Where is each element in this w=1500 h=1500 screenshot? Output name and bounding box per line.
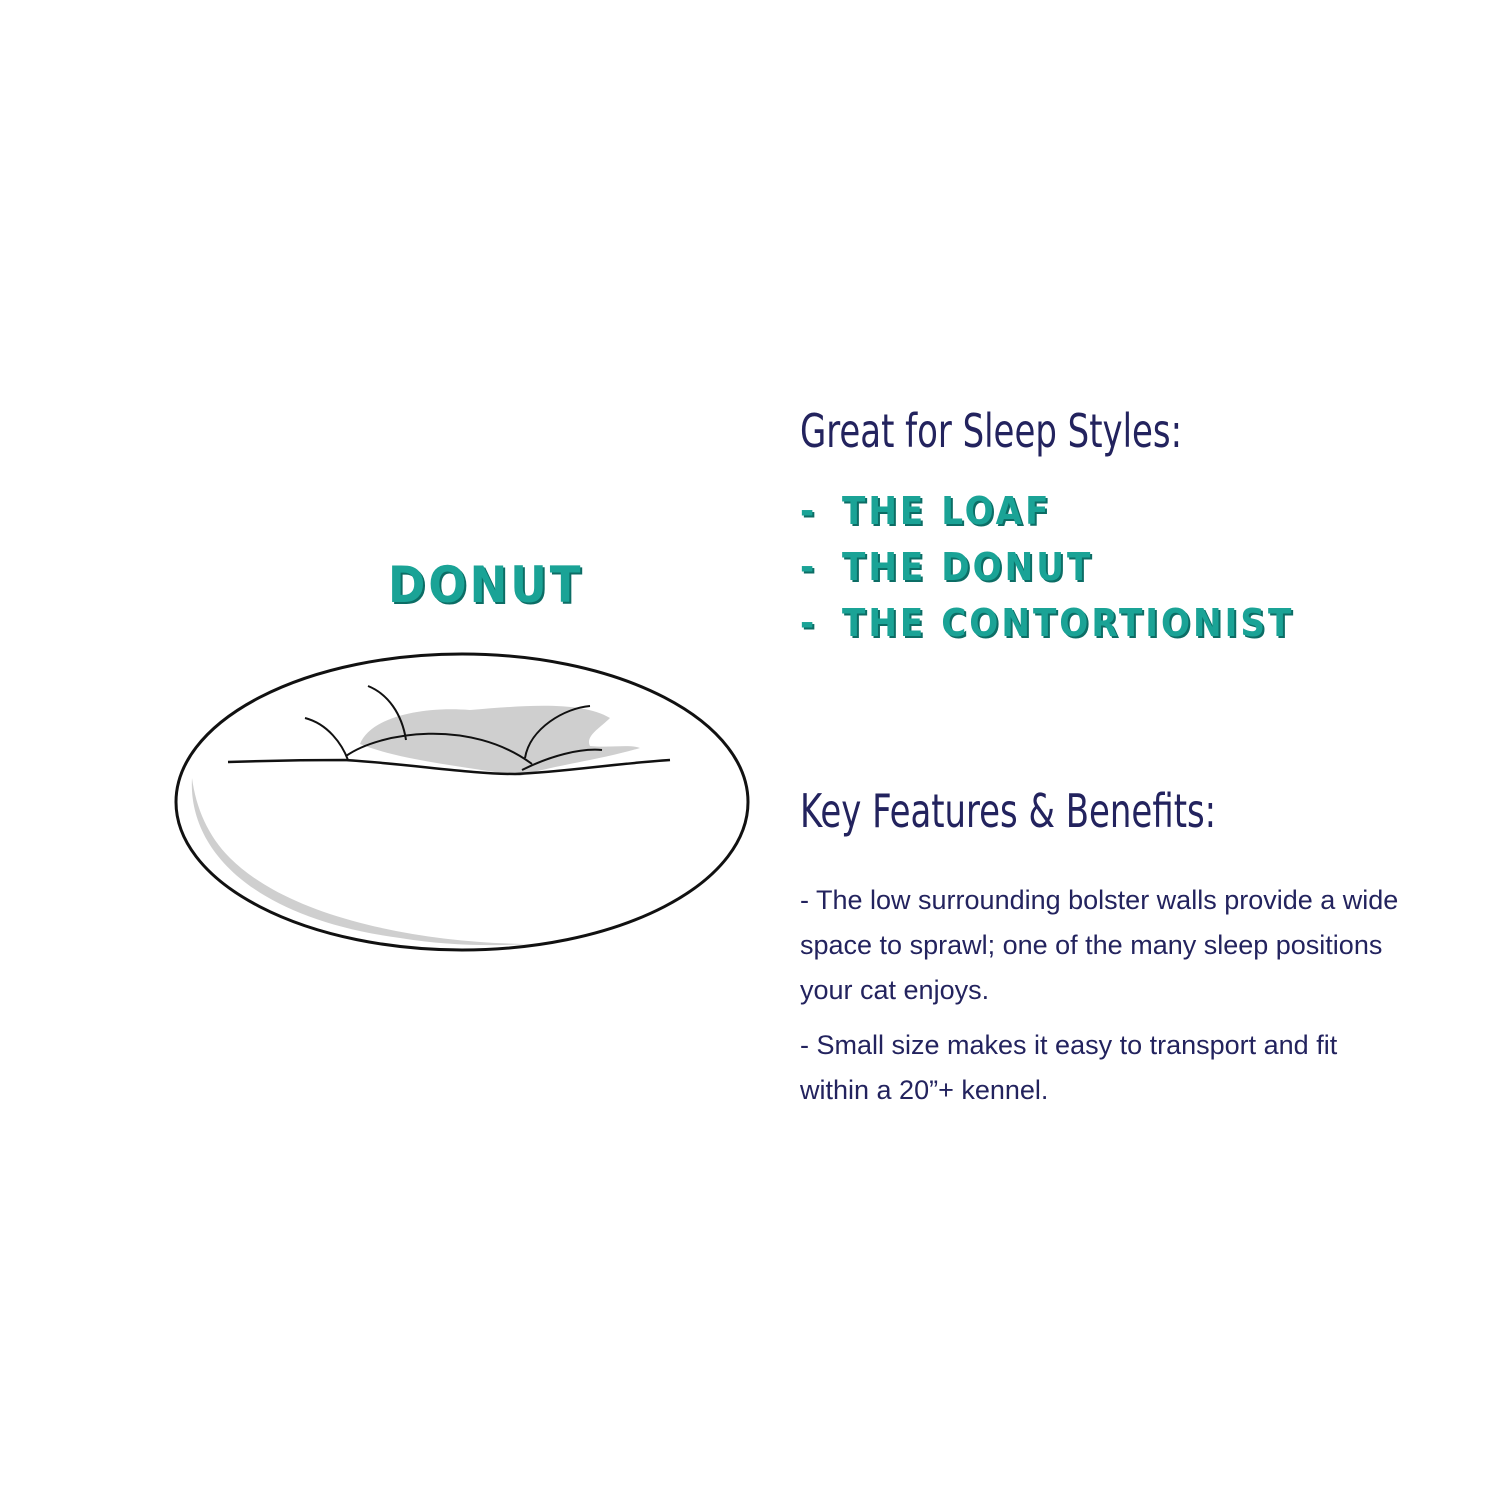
sleep-styles-heading: Great for Sleep Styles: [800, 404, 1183, 458]
list-item: - THE DONUT [800, 545, 1094, 589]
list-item: - THE CONTORTIONIST [800, 601, 1295, 645]
features-heading: Key Features & Benefits: [800, 784, 1217, 838]
sleep-style-label: THE LOAF [842, 489, 1052, 533]
sleep-style-label: THE DONUT [842, 545, 1094, 589]
sleep-styles-list [800, 486, 1294, 654]
feature-item: - The low surrounding bolster walls provide a wide space to sprawl; one of the many sleep positions your cat enjoys. [800, 885, 1399, 1005]
list-item: - THE LOAF [800, 489, 1052, 533]
feature-item: - Small size makes it easy to transport and fit within a 20”+ kennel. [800, 1030, 1338, 1105]
features-list [800, 878, 1400, 1123]
bed-name-title: DONUT [388, 556, 584, 614]
donut-bed-icon [170, 648, 760, 968]
sleep-style-label: THE CONTORTIONIST [842, 601, 1295, 645]
